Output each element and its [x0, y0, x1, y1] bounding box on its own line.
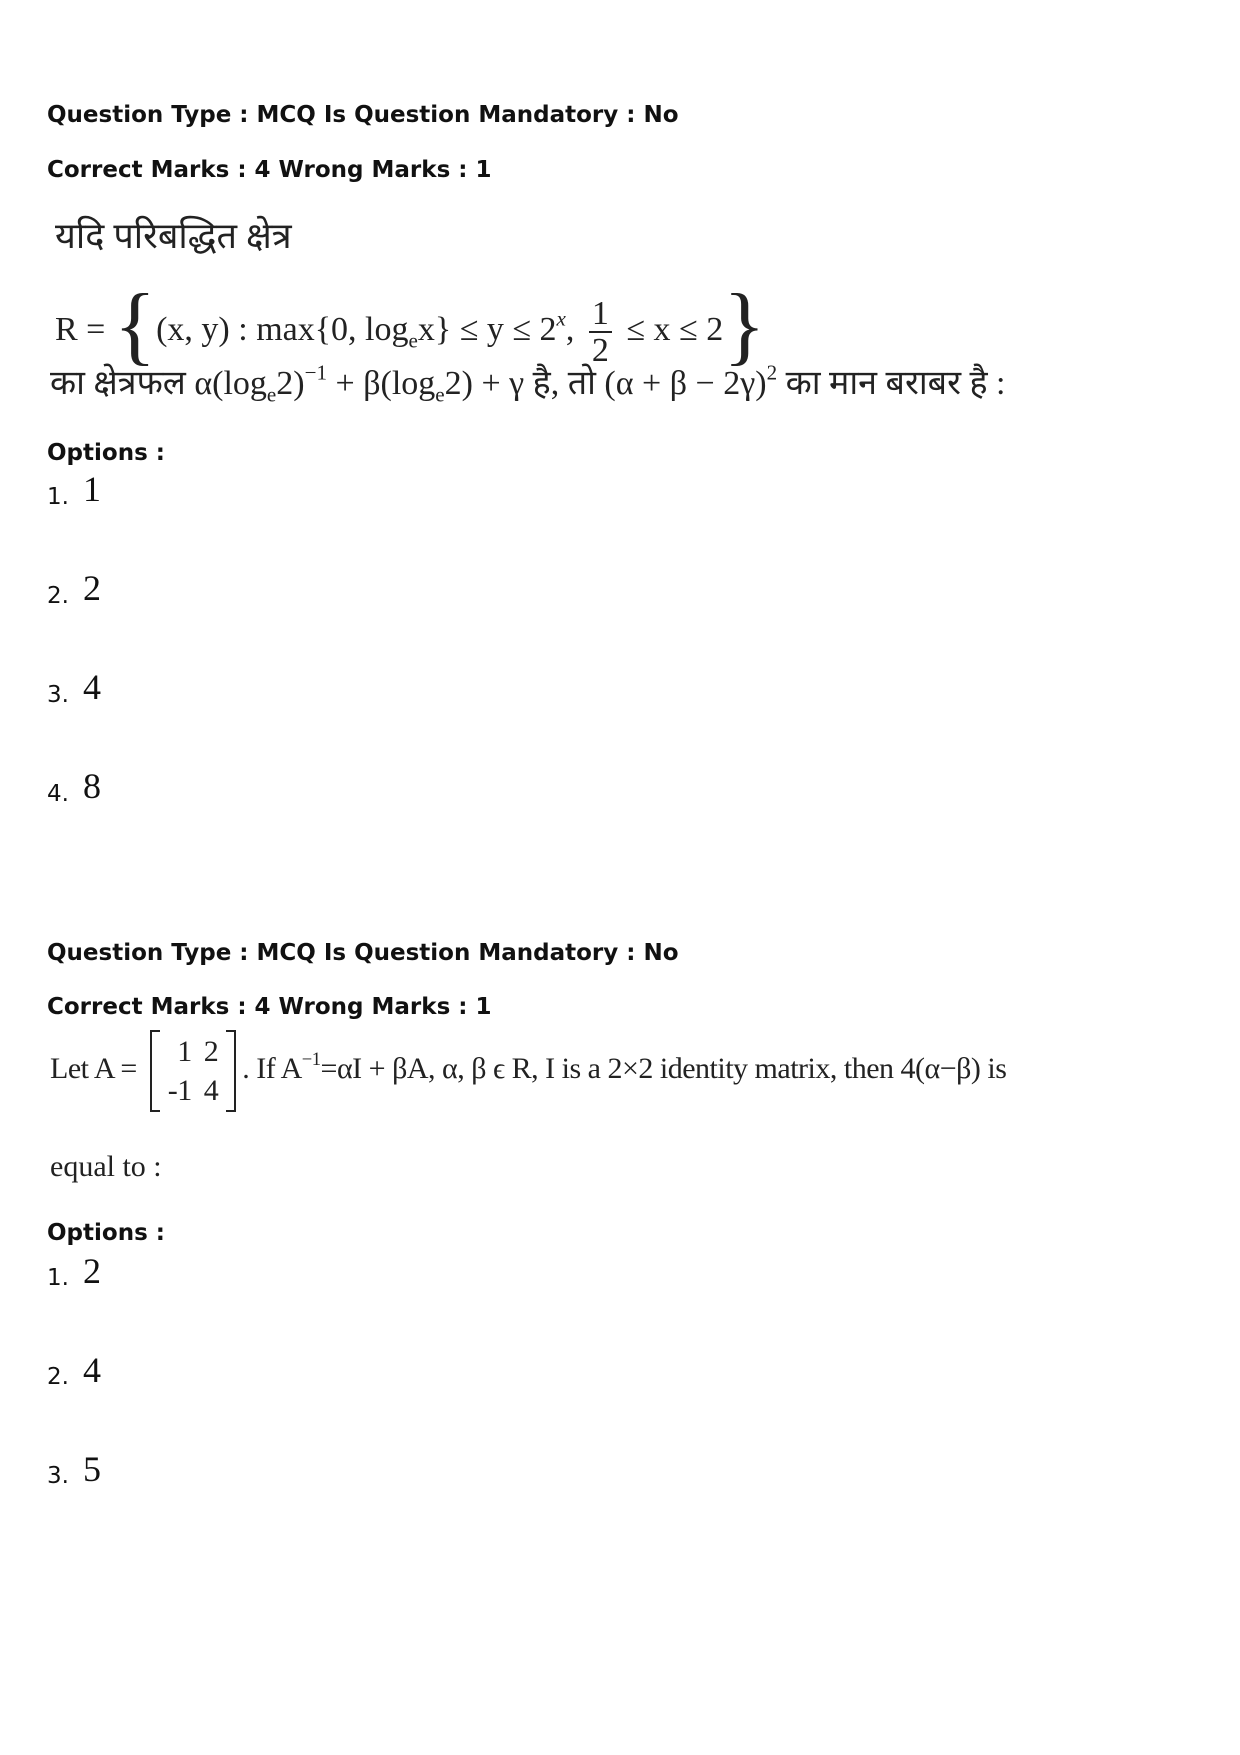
question-1-option-1-number: 1.	[47, 484, 69, 510]
matrix-a	[150, 1030, 237, 1112]
matrix-cell: 2	[203, 1035, 219, 1068]
question-2-option-1[interactable]: 2	[83, 1251, 101, 1291]
set-tail: ≤ x ≤ 2	[626, 311, 724, 348]
question-1-option-4-number: 4.	[47, 781, 69, 807]
question-1-options-label: Options :	[47, 440, 165, 466]
set-condition-2: x} ≤ y ≤ 2	[417, 311, 557, 348]
question-1-set-definition: R = {(x, y) : max{0, $\log_ex\} \le y \le 2^x$, $\frac{1}{2}$ ≤ x ≤ 2}	[55, 277, 766, 374]
matrix-cell: -1	[167, 1074, 192, 1107]
question-1-option-2-number: 2.	[47, 583, 69, 609]
question-2-header: Question Type : MCQ Is Question Mandatory : No	[47, 940, 679, 966]
question-1-text-line3: का क्षेत्रफल $\alpha(\log_e2)^{-1} + \beta(\log_e2) + \gamma$ है, तो $(\alpha + \beta - 2\gamma)^2$ का मान बराबर है :	[50, 360, 1006, 407]
question-1-option-3-number: 3.	[47, 682, 69, 708]
close-brace: }	[723, 277, 766, 374]
let-label: Let A =	[50, 1051, 137, 1085]
question-2-option-1-number: 1.	[47, 1265, 69, 1291]
question-1-option-3[interactable]: 4	[83, 667, 101, 707]
matrix-cell: 4	[203, 1074, 219, 1107]
question-2-statement: Let A = 1 2 -1 4 . If $A^{-1}=\alpha I + \beta A$, α, β ϵ R, I is a 2×2 identity matrix, then 4(α−β) is	[50, 1030, 1006, 1112]
set-condition: (x, y) : max{0, log	[156, 311, 409, 348]
question-1-option-4[interactable]: 8	[83, 766, 101, 806]
question-1-marks: Correct Marks : 4 Wrong Marks : 1	[47, 157, 492, 183]
question-2-statement-end: equal to :	[50, 1150, 162, 1183]
set-r-label: R =	[55, 311, 106, 348]
question-2-marks: Correct Marks : 4 Wrong Marks : 1	[47, 994, 492, 1020]
question-1-header: Question Type : MCQ Is Question Mandatory : No	[47, 102, 679, 128]
question-1-text-line1: यदि परिबद्धित क्षेत्र	[55, 216, 292, 256]
question-2-options-label: Options :	[47, 1220, 165, 1246]
question-2-option-3[interactable]: 5	[83, 1449, 101, 1489]
question-2-option-3-number: 3.	[47, 1463, 69, 1489]
question-1-option-2[interactable]: 2	[83, 568, 101, 608]
open-brace: {	[113, 277, 157, 374]
question-1-option-1[interactable]: 1	[83, 469, 101, 509]
matrix-cell: 1	[177, 1035, 192, 1068]
question-2-option-2-number: 2.	[47, 1364, 69, 1390]
question-2-option-2[interactable]: 4	[83, 1350, 101, 1390]
fraction-half: $\frac{1}{2}$	[589, 296, 612, 369]
